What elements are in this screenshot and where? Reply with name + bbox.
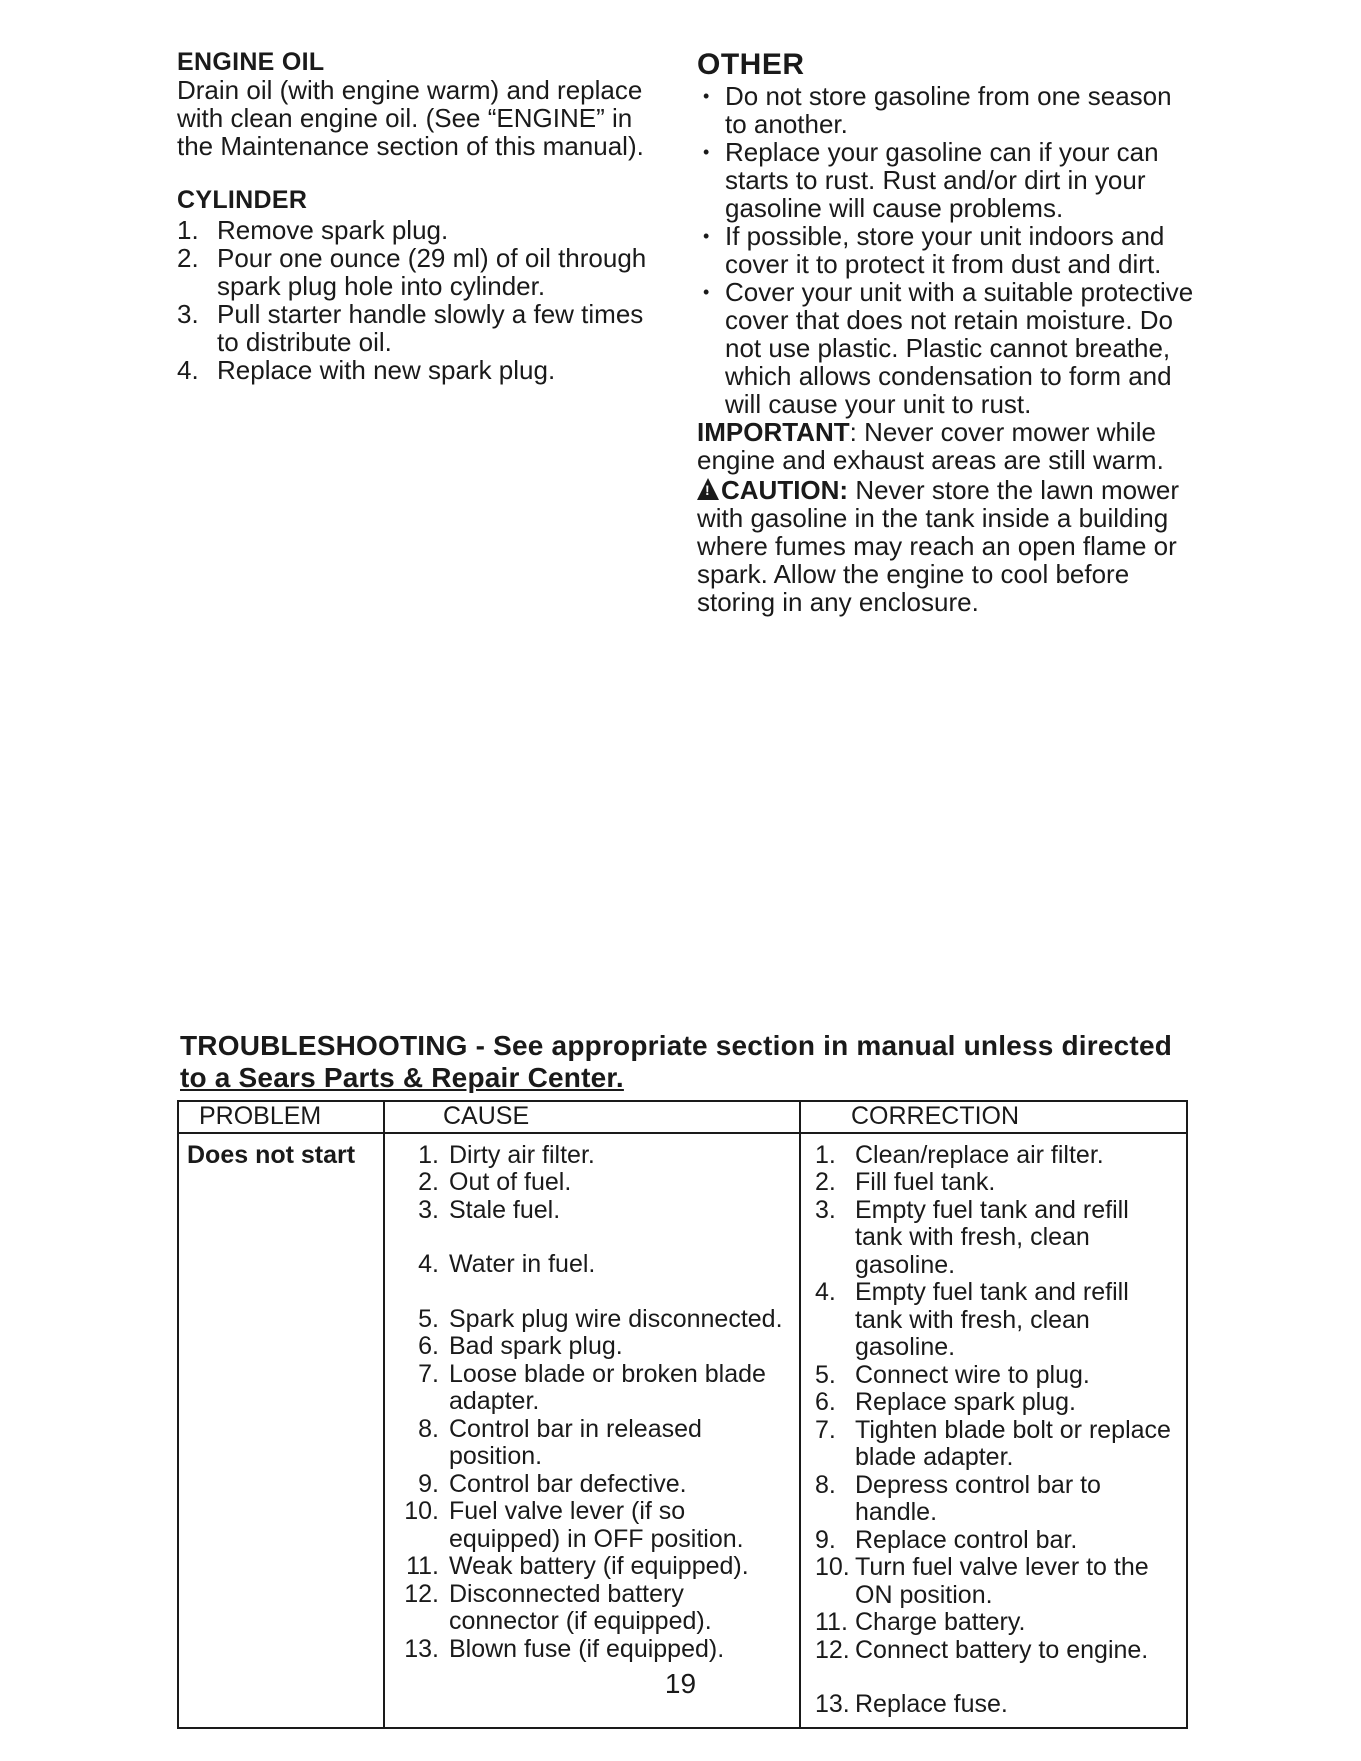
item-number: 12. — [404, 1579, 439, 1608]
step-text: Pour one ounce (29 ml) of oil through spark plug hole into cylinder. — [217, 243, 647, 301]
caution-label: CAUTION: — [721, 475, 849, 505]
cause-item — [391, 1197, 793, 1225]
causes-cell — [384, 1133, 800, 1728]
item-number: 9. — [418, 1469, 439, 1498]
correction-text: Empty fuel tank and refill tank with fresh, clean gasoline. — [855, 1195, 1129, 1279]
correction-item — [807, 1554, 1180, 1609]
item-number: 7. — [418, 1359, 439, 1388]
list-item: • Replace your gasoline can if your can starts to rust. Rust and/or dirt in your gasoline will cause problems. — [697, 138, 1197, 222]
cause-text: Disconnected battery connector (if equipped). — [449, 1579, 712, 1635]
cause-item — [391, 1471, 793, 1499]
correction-text: Replace fuse. — [855, 1690, 1008, 1718]
step-number: 2. — [177, 243, 199, 273]
step-number: 3. — [177, 299, 199, 329]
cause-text: Fuel valve lever (if so equipped) in OFF position. — [449, 1497, 744, 1553]
correction-item — [807, 1362, 1180, 1390]
cause-item — [391, 1142, 793, 1170]
cause-item — [391, 1361, 793, 1416]
spacer — [391, 1224, 793, 1251]
step-number: 4. — [177, 355, 199, 385]
column-header-problem: PROBLEM — [178, 1101, 384, 1133]
troubleshooting-heading-line1: TROUBLESHOOTING - See appropriate section in manual unless directed — [180, 1030, 1173, 1061]
correction-text: Charge battery. — [855, 1608, 1026, 1636]
list-item — [177, 300, 667, 356]
item-number: 11. — [815, 1608, 848, 1636]
item-number: 9. — [815, 1525, 836, 1554]
item-number: 13. — [815, 1690, 850, 1718]
item-number: 3. — [815, 1195, 836, 1224]
cause-text: Stale fuel. — [449, 1195, 561, 1224]
correction-text: Replace control bar. — [855, 1525, 1078, 1554]
item-number: 13. — [404, 1634, 439, 1663]
corrections-cell — [800, 1133, 1187, 1728]
table-row — [178, 1133, 1187, 1728]
problem-cell: Does not start — [178, 1133, 384, 1728]
cause-text: Control bar defective. — [449, 1469, 687, 1498]
list-item: • If possible, store your unit indoors and cover it to protect it from dust and dirt. — [697, 222, 1197, 278]
list-item: • Cover your unit with a suitable protective cover that does not retain moisture. Do not use plastic. Plastic cannot breathe, which allows condensation to form and will cause your unit to rust. — [697, 278, 1197, 418]
item-number: 5. — [815, 1360, 836, 1389]
correction-text: Connect battery to engine. — [855, 1635, 1149, 1664]
item-number: 4. — [418, 1250, 439, 1278]
cause-item — [391, 1169, 793, 1197]
troubleshooting-heading — [180, 1030, 1190, 1094]
cause-text: Out of fuel. — [449, 1168, 572, 1196]
correction-text: Turn fuel valve lever to the ON position. — [855, 1553, 1149, 1609]
cause-item — [391, 1498, 793, 1553]
cause-item — [391, 1333, 793, 1361]
engine-oil-heading: ENGINE OIL — [177, 48, 325, 76]
correction-item — [807, 1527, 1180, 1555]
correction-item — [807, 1279, 1180, 1362]
correction-text: Clean/replace air filter. — [855, 1140, 1104, 1169]
cause-text: Spark plug wire disconnected. — [449, 1304, 783, 1333]
important-label: IMPORTANT — [697, 417, 850, 447]
item-number: 7. — [815, 1415, 836, 1444]
important-text: : Never cover mower while engine and exhaust areas are still warm. — [697, 417, 1164, 475]
page-number: 19 — [664, 1668, 697, 1699]
spacer — [391, 1279, 793, 1306]
engine-oil-text: Drain oil (with engine warm) and replace with clean engine oil. (See “ENGINE” in the Maintenance section of this manual). — [177, 75, 644, 161]
item-number: 10. — [404, 1497, 439, 1525]
important-note — [697, 418, 1197, 474]
item-number: 8. — [815, 1470, 836, 1499]
left-column — [177, 48, 667, 384]
cause-text: Loose blade or broken blade adapter. — [449, 1359, 766, 1415]
cause-item — [391, 1553, 793, 1581]
cause-text: Weak battery (if equipped). — [449, 1552, 749, 1580]
cause-text: Water in fuel. — [449, 1250, 596, 1278]
item-number: 6. — [418, 1332, 439, 1360]
correction-item — [807, 1197, 1180, 1280]
list-item: • Do not store gasoline from one season to another. — [697, 82, 1197, 138]
item-number: 12. — [815, 1635, 850, 1664]
item-number: 4. — [815, 1278, 836, 1306]
list-item — [177, 356, 667, 384]
list-item — [177, 244, 667, 300]
correction-item — [807, 1142, 1180, 1170]
cylinder-steps — [177, 216, 667, 384]
right-column — [697, 48, 1197, 616]
caution-text: Never store the lawn mower with gasoline in the tank inside a building where fumes may reach an open flame or spark. Allow the engine to cool before storing in any enclosure. — [697, 475, 1179, 617]
troubleshooting-table — [177, 1100, 1188, 1729]
column-header-correction: CORRECTION — [800, 1101, 1187, 1133]
correction-text: Empty fuel tank and refill tank with fresh, clean gasoline. — [855, 1278, 1129, 1361]
warning-icon — [697, 478, 719, 500]
item-number: 5. — [418, 1304, 439, 1333]
item-number: 1. — [815, 1140, 836, 1169]
item-number: 1. — [418, 1140, 439, 1169]
item-number: 2. — [418, 1168, 439, 1196]
step-number: 1. — [177, 215, 199, 245]
cause-item — [391, 1306, 793, 1334]
correction-text: Tighten blade bolt or replace blade adapter. — [855, 1415, 1171, 1471]
item-number: 10. — [815, 1553, 850, 1581]
correction-item — [807, 1609, 1180, 1637]
correction-text: Fill fuel tank. — [855, 1168, 996, 1196]
correction-item — [807, 1417, 1180, 1472]
cause-item — [391, 1581, 793, 1636]
item-number: 3. — [418, 1195, 439, 1224]
table-header-row — [178, 1101, 1187, 1133]
cause-text: Bad spark plug. — [449, 1332, 623, 1360]
other-heading: OTHER — [697, 48, 805, 81]
correction-item — [807, 1389, 1180, 1417]
correction-text: Depress control bar to handle. — [855, 1470, 1101, 1526]
correction-text: Replace spark plug. — [855, 1388, 1076, 1416]
correction-text: Connect wire to plug. — [855, 1360, 1090, 1389]
cause-item — [391, 1251, 793, 1279]
list-item — [177, 216, 667, 244]
cause-text: Control bar in released position. — [449, 1414, 702, 1470]
step-text: Remove spark plug. — [217, 215, 449, 245]
cause-text: Dirty air filter. — [449, 1140, 595, 1169]
item-number: 2. — [815, 1168, 836, 1196]
item-number: 8. — [418, 1414, 439, 1443]
correction-item — [807, 1169, 1180, 1197]
correction-item — [807, 1472, 1180, 1527]
column-header-cause: CAUSE — [384, 1101, 800, 1133]
other-bullets — [697, 82, 1197, 418]
item-number: 6. — [815, 1388, 836, 1416]
cylinder-heading: CYLINDER — [177, 186, 308, 214]
cause-item — [391, 1636, 793, 1664]
correction-item — [807, 1637, 1180, 1665]
item-number: 11. — [406, 1552, 439, 1580]
cause-item — [391, 1416, 793, 1471]
step-text: Pull starter handle slowly a few times to distribute oil. — [217, 299, 644, 357]
step-text: Replace with new spark plug. — [217, 355, 556, 385]
cause-text: Blown fuse (if equipped). — [449, 1634, 725, 1663]
caution-note — [697, 476, 1197, 616]
troubleshooting-heading-line2: to a Sears Parts & Repair Center. — [180, 1062, 624, 1093]
